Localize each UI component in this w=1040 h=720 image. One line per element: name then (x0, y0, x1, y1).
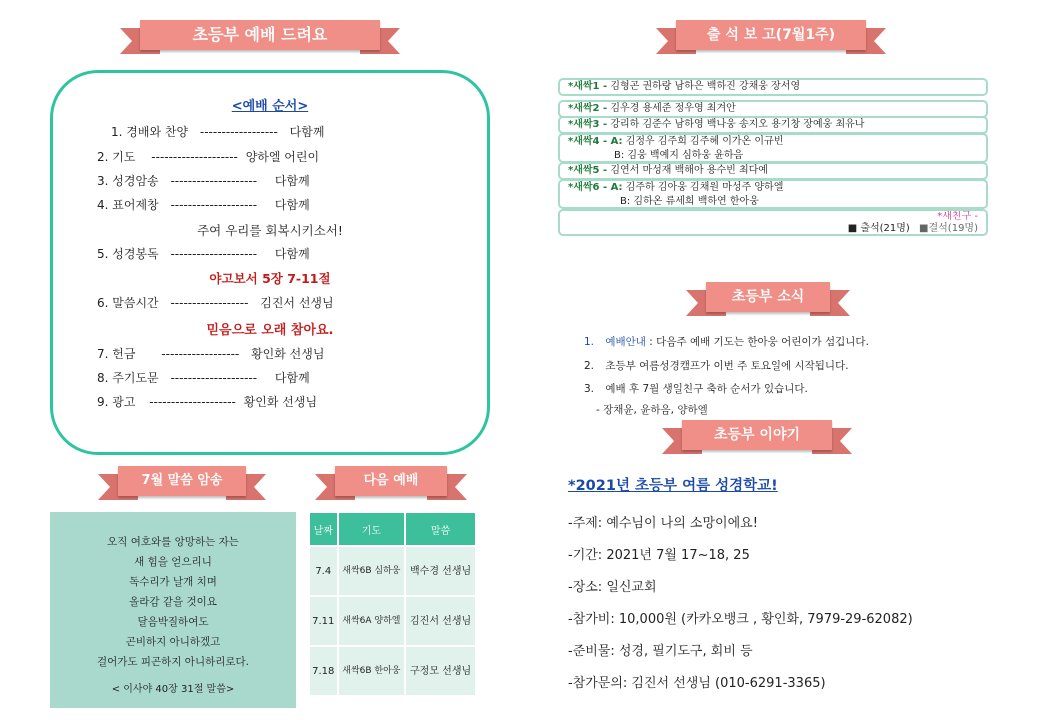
ribbon-story (682, 420, 832, 454)
table-header: 기도 (338, 512, 406, 546)
worship-sermon-title: 믿음으로 오래 참아요. (206, 323, 334, 338)
story-line: -준비물: 성경, 필기도구, 회비 등 (568, 644, 753, 659)
story-title: *2021년 초등부 여름 성경학교! (568, 478, 778, 494)
table-row: 7.11 새싹6A 양하엘 김진서 선생님 (309, 596, 476, 646)
ribbon-worship (140, 20, 380, 54)
absent-count: ■결석(19명) (919, 223, 978, 234)
worship-motto: 주여 우리를 회복시키소서! (197, 223, 343, 238)
attendance-summary-row (558, 209, 988, 236)
news-birthday: - 장채윤, 윤하음, 양하엘 (596, 404, 708, 416)
verse-line: 곤비하지 아니하겠고 (125, 636, 221, 648)
verse-line: 걸어가도 피곤하지 아니하리로다. (96, 656, 249, 668)
ribbon-news (706, 282, 830, 316)
table-header: 말씀 (405, 512, 476, 546)
ribbon-memory-verse-label: 7월 말씀 암송 (118, 466, 246, 496)
worship-item: 4. 표어제창 -------------------- 다함께 (97, 198, 310, 212)
attendance-row: *새싹4 - A: 김정우 김주희 김주혜 이가온 이규빈 B: 김웅 백예지 심하웅 윤하음 (558, 133, 988, 163)
news-item: 3. 예배 후 7월 생일친구 축하 순서가 있습니다. (584, 383, 808, 395)
verse-line: 올라감 같을 것이요 (129, 596, 217, 608)
ribbon-next-worship-label: 다음 예배 (335, 466, 447, 496)
present-count: ■ 출석(21명) (847, 223, 910, 234)
worship-scripture: 야고보서 5장 7-11절 (209, 271, 331, 286)
memory-verse-box (50, 512, 296, 708)
attendance-row: *새싹1 - 김형곤 권하랑 남하은 백하진 강채웅 장서영 (558, 78, 988, 96)
story-line: -참가비: 10,000원 (카카오뱅크 , 황인화, 7979-29-62082) (568, 612, 913, 627)
ribbon-attendance-label: 출 석 보 고(7월1주) (676, 20, 866, 50)
table-header: 날짜 (309, 512, 338, 546)
attendance-row: *새싹6 - A: 김주하 김아웅 김채원 마성주 양하엘 B: 김하온 류세희 백하연 한아웅 (558, 179, 988, 209)
worship-item: 7. 헌금 ------------------ 황인화 선생님 (97, 347, 325, 361)
worship-order-box (50, 70, 490, 455)
ribbon-worship-label: 초등부 예배 드려요 (140, 20, 380, 50)
next-worship-table (309, 512, 476, 696)
ribbon-story-label: 초등부 이야기 (682, 420, 832, 450)
ribbon-next-worship (335, 466, 447, 500)
story-line: -기간: 2021년 7월 17~18, 25 (568, 548, 750, 563)
worship-order-title: <예배 순서> (231, 99, 309, 114)
verse-reference: < 이사야 40장 31절 말씀> (111, 684, 235, 695)
verse-line: 오직 여호와를 앙망하는 자는 (107, 536, 239, 548)
table-row: 7.4 새싹6B 심하웅 백수경 선생님 (309, 546, 476, 596)
story-line: -주제: 예수님이 나의 소망이에요! (568, 516, 758, 531)
attendance-row: *새싹2 - 김우경 용세준 정우영 최겨안 (558, 100, 988, 118)
ribbon-memory-verse (118, 466, 246, 500)
worship-item: 9. 광고 -------------------- 황인화 선생님 (97, 395, 318, 409)
worship-item: 5. 성경봉독 -------------------- 다함께 (97, 247, 310, 261)
worship-item: 8. 주기도문 -------------------- 다함께 (97, 371, 310, 385)
worship-item: 6. 말씀시간 ------------------ 김진서 선생님 (97, 296, 334, 310)
news-item: 1. 예배안내 : 다음주 예배 기도는 한아웅 어린이가 섬깁니다. (584, 336, 869, 348)
worship-item: 1. 경배와 찬양 ------------------ 다함께 (111, 125, 325, 139)
attendance-row: *새싹3 - 강리하 김준수 남하영 백나웅 송지오 용기창 장예웅 최유나 (558, 116, 988, 134)
story-line: -장소: 일신교회 (568, 580, 657, 595)
ribbon-attendance (676, 20, 866, 54)
attendance-row: *새싹5 - 김연서 마성재 백해아 용수빈 최다예 (558, 162, 988, 180)
worship-item: 2. 기도 -------------------- 양하엘 어린이 (97, 150, 320, 164)
story-line: -참가문의: 김진서 선생님 (010-6291-3365) (568, 676, 826, 691)
new-friend-label: *새친구 - (937, 211, 978, 222)
verse-line: 새 힘을 얻으리니 (134, 556, 212, 568)
verse-line: 달음박질하여도 (137, 616, 209, 628)
verse-line: 독수리가 날개 치며 (129, 576, 217, 588)
table-row: 7.18 새싹6B 한아웅 구정모 선생님 (309, 646, 476, 696)
ribbon-news-label: 초등부 소식 (706, 282, 830, 312)
news-item: 2. 초등부 여름성경캠프가 이번 주 토요일에 시작됩니다. (584, 360, 849, 372)
worship-item: 3. 성경암송 -------------------- 다함께 (97, 174, 310, 188)
